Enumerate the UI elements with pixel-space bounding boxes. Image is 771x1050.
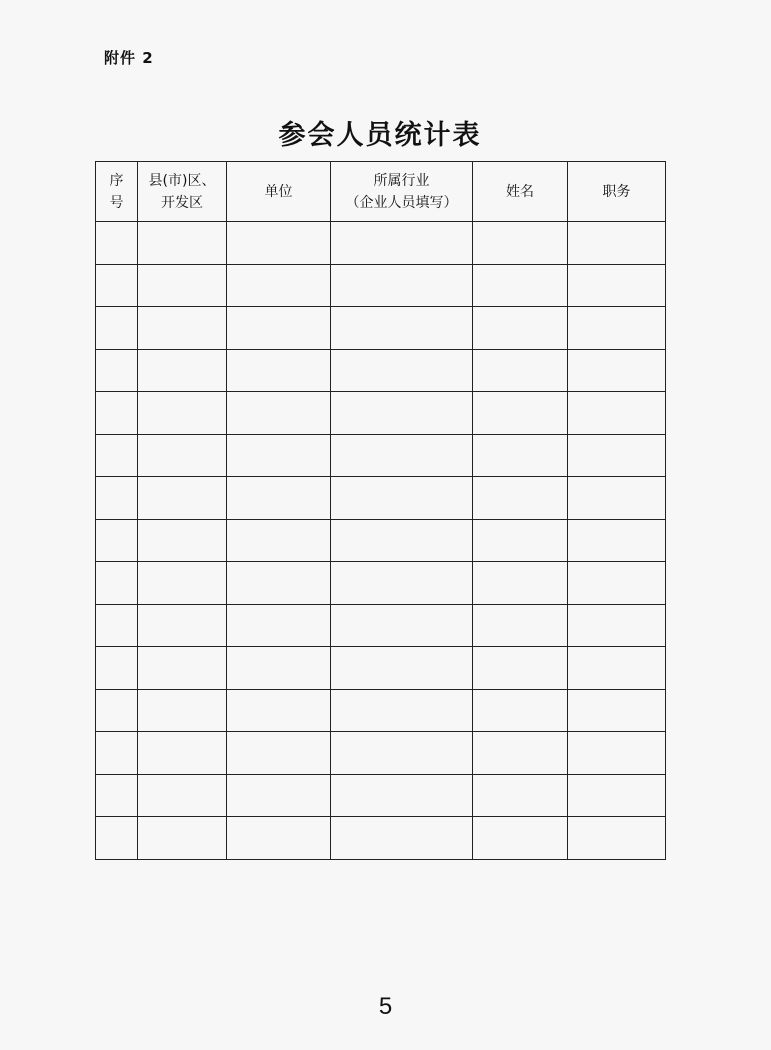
table-cell[interactable] (227, 604, 331, 647)
table-cell[interactable] (331, 349, 473, 392)
table-cell[interactable] (473, 349, 568, 392)
table-cell[interactable] (96, 732, 138, 775)
table-cell[interactable] (96, 264, 138, 307)
table-cell[interactable] (568, 774, 666, 817)
column-header-line: 所属行业 (373, 172, 430, 189)
table-cell[interactable] (473, 307, 568, 350)
table-row (96, 774, 666, 817)
table-row (96, 732, 666, 775)
table-cell[interactable] (227, 477, 331, 520)
table-cell[interactable] (568, 434, 666, 477)
column-header-line: 县(市)区、 (148, 172, 216, 189)
column-header-line: 号 (109, 194, 124, 211)
table-row (96, 392, 666, 435)
document-title: 参会人员统计表 (278, 120, 482, 151)
column-header-line: 姓名 (506, 183, 534, 200)
table-cell[interactable] (227, 434, 331, 477)
table-cell[interactable] (96, 477, 138, 520)
table-row (96, 562, 666, 605)
table-cell[interactable] (96, 307, 138, 350)
table-row (96, 519, 666, 562)
table-row (96, 647, 666, 690)
table-cell[interactable] (138, 519, 227, 562)
table-cell[interactable] (227, 392, 331, 435)
table-cell[interactable] (96, 647, 138, 690)
table-cell[interactable] (568, 392, 666, 435)
table-cell[interactable] (473, 647, 568, 690)
table-cell[interactable] (227, 349, 331, 392)
table-cell[interactable] (568, 604, 666, 647)
table-cell[interactable] (331, 732, 473, 775)
table-row (96, 349, 666, 392)
table-cell[interactable] (96, 689, 138, 732)
table-row (96, 689, 666, 732)
column-header-line: 开发区 (161, 194, 203, 211)
table-row (96, 817, 666, 860)
column-header-index (96, 162, 138, 222)
column-header-organization (227, 162, 331, 222)
table-cell[interactable] (473, 222, 568, 265)
page-number: 5 (378, 993, 393, 1020)
table-cell[interactable] (331, 264, 473, 307)
table-cell[interactable] (138, 604, 227, 647)
table-cell[interactable] (227, 222, 331, 265)
table-cell[interactable] (331, 689, 473, 732)
column-header-line: （企业人员填写） (345, 194, 458, 211)
column-header-line: 单位 (264, 183, 293, 200)
table-cell[interactable] (331, 434, 473, 477)
table-cell[interactable] (96, 774, 138, 817)
table-body (96, 222, 666, 860)
table-cell[interactable] (568, 562, 666, 605)
table-cell[interactable] (473, 689, 568, 732)
table-cell[interactable] (96, 817, 138, 860)
table-cell[interactable] (227, 732, 331, 775)
table-cell[interactable] (473, 562, 568, 605)
table-cell[interactable] (138, 434, 227, 477)
table-cell[interactable] (568, 264, 666, 307)
table-row (96, 222, 666, 265)
table-cell[interactable] (473, 604, 568, 647)
table-cell[interactable] (227, 562, 331, 605)
table-cell[interactable] (473, 774, 568, 817)
table-cell[interactable] (568, 817, 666, 860)
table-cell[interactable] (96, 519, 138, 562)
table-cell[interactable] (138, 392, 227, 435)
table-cell[interactable] (473, 264, 568, 307)
table-cell[interactable] (138, 732, 227, 775)
table-cell[interactable] (138, 477, 227, 520)
table-cell[interactable] (568, 222, 666, 265)
table-cell[interactable] (331, 307, 473, 350)
table-cell[interactable] (227, 519, 331, 562)
table-cell[interactable] (473, 434, 568, 477)
table-cell[interactable] (568, 349, 666, 392)
table-cell[interactable] (331, 774, 473, 817)
table-cell[interactable] (96, 349, 138, 392)
table-cell[interactable] (331, 477, 473, 520)
column-header-position (568, 162, 666, 222)
table-cell[interactable] (473, 732, 568, 775)
table-cell[interactable] (96, 562, 138, 605)
table-cell[interactable] (331, 562, 473, 605)
table-row (96, 604, 666, 647)
column-header-industry (331, 162, 473, 222)
table-cell[interactable] (331, 222, 473, 265)
table-cell[interactable] (227, 689, 331, 732)
table-cell[interactable] (568, 732, 666, 775)
table-cell[interactable] (473, 392, 568, 435)
table-cell[interactable] (138, 774, 227, 817)
column-header-district (138, 162, 227, 222)
table-cell[interactable] (568, 519, 666, 562)
table-cell[interactable] (473, 817, 568, 860)
table-cell[interactable] (331, 647, 473, 690)
table-cell[interactable] (568, 647, 666, 690)
table-row (96, 477, 666, 520)
attendee-statistics-table (95, 161, 666, 860)
table-cell[interactable] (138, 647, 227, 690)
table-cell[interactable] (227, 647, 331, 690)
table-cell[interactable] (331, 604, 473, 647)
table-cell[interactable] (138, 689, 227, 732)
table-row (96, 307, 666, 350)
attachment-label: 附件 2 (104, 49, 154, 67)
table-cell[interactable] (138, 307, 227, 350)
table-cell[interactable] (96, 434, 138, 477)
table-cell[interactable] (138, 817, 227, 860)
table-cell[interactable] (96, 392, 138, 435)
table-cell[interactable] (227, 264, 331, 307)
table-cell[interactable] (473, 477, 568, 520)
table-cell[interactable] (138, 222, 227, 265)
table-cell[interactable] (568, 307, 666, 350)
table-cell[interactable] (138, 264, 227, 307)
table-cell[interactable] (227, 817, 331, 860)
table-cell[interactable] (473, 519, 568, 562)
table-cell[interactable] (331, 817, 473, 860)
column-header-line: 职务 (602, 183, 631, 200)
table-cell[interactable] (331, 392, 473, 435)
table-row (96, 264, 666, 307)
table-cell[interactable] (138, 562, 227, 605)
table-row (96, 434, 666, 477)
table-cell[interactable] (227, 774, 331, 817)
table-cell[interactable] (227, 307, 331, 350)
table-cell[interactable] (331, 519, 473, 562)
table-cell[interactable] (568, 477, 666, 520)
table-cell[interactable] (138, 349, 227, 392)
table-cell[interactable] (96, 222, 138, 265)
column-header-name (473, 162, 568, 222)
table-header-row (96, 162, 666, 222)
column-header-line: 序 (109, 172, 124, 189)
table-cell[interactable] (568, 689, 666, 732)
table-cell[interactable] (96, 604, 138, 647)
